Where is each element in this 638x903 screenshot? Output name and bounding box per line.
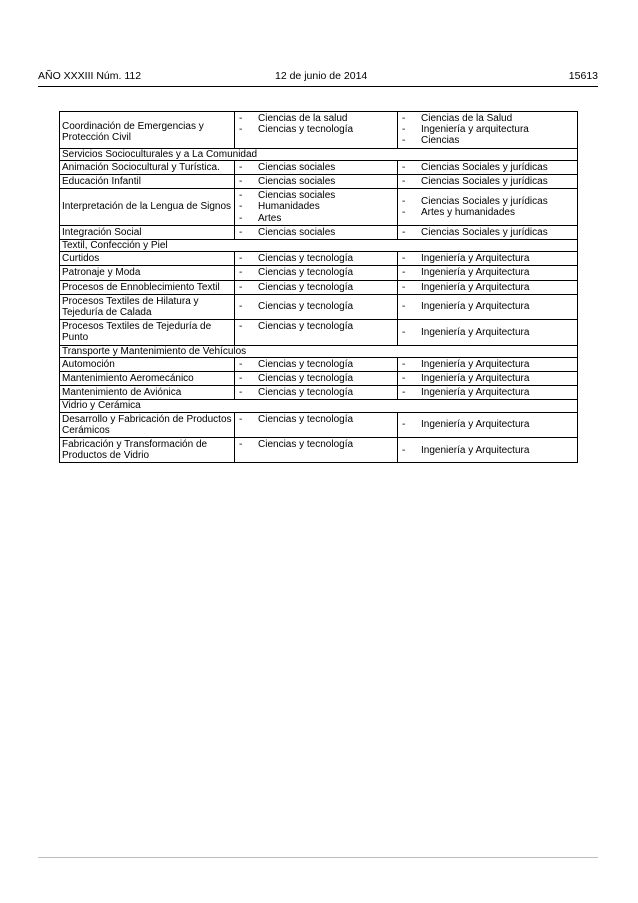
publication-date: 12 de junio de 2014 (275, 70, 368, 82)
ambito-cell (398, 357, 578, 371)
rama-item: - Ciencias y tecnología (237, 301, 395, 312)
rama-item: - Ciencias y tecnología (237, 373, 395, 384)
section-title: Textil, Confección y Piel (60, 240, 578, 252)
ciclo-name: Fabricación y Transformación de Productos de Vidrio (60, 438, 235, 463)
table-body (60, 112, 578, 463)
table-row (60, 320, 578, 345)
rama-cell (235, 294, 398, 319)
rama-cell (235, 175, 398, 189)
ambito-item: - Ciencias Sociales y jurídicas (400, 176, 575, 187)
table-row (60, 357, 578, 371)
ciclo-name: Desarrollo y Fabricación de Productos Cerámicos (60, 412, 235, 437)
table-row (60, 189, 578, 226)
header-divider (38, 86, 598, 87)
table-row (60, 160, 578, 174)
rama-item: - Ciencias y tecnología (237, 439, 395, 450)
rama-cell (235, 189, 398, 226)
ciclo-name: Interpretación de la Lengua de Signos (60, 189, 235, 226)
footer-divider (38, 857, 598, 858)
table-row (60, 252, 578, 266)
rama-item: - Ciencias de la salud (237, 113, 395, 124)
ambito-item: - Ciencias Sociales y jurídicas (400, 196, 575, 207)
ciclo-name: Integración Social (60, 225, 235, 239)
section-row (60, 240, 578, 252)
table-row (60, 372, 578, 386)
section-title: Vidrio y Cerámica (60, 400, 578, 412)
table-row (60, 225, 578, 239)
table-row (60, 386, 578, 400)
rama-cell (235, 112, 398, 149)
table-row (60, 175, 578, 189)
ciclo-name: Procesos Textiles de Hilatura y Tejeduría de Calada (60, 294, 235, 319)
ambito-item: - Ingeniería y Arquitectura (400, 327, 575, 338)
ambito-cell (398, 280, 578, 294)
rama-cell (235, 280, 398, 294)
table-row (60, 266, 578, 280)
ciclo-name: Animación Sociocultural y Turística. (60, 160, 235, 174)
rama-cell (235, 160, 398, 174)
ambito-cell (398, 175, 578, 189)
ambito-cell (398, 160, 578, 174)
section-title: Servicios Socioculturales y a La Comunidad (60, 148, 578, 160)
table-row (60, 112, 578, 149)
ambito-item: - Ingeniería y Arquitectura (400, 267, 575, 278)
rama-item: - Ciencias y tecnología (237, 282, 395, 293)
rama-item: - Ciencias y tecnología (237, 387, 395, 398)
section-row (60, 345, 578, 357)
ambito-item: - Artes y humanidades (400, 207, 575, 218)
section-row (60, 400, 578, 412)
rama-cell (235, 357, 398, 371)
ambito-item: - Ingeniería y Arquitectura (400, 282, 575, 293)
section-row (60, 148, 578, 160)
ambito-item: - Ingeniería y Arquitectura (400, 387, 575, 398)
rama-cell (235, 372, 398, 386)
ambito-cell (398, 189, 578, 226)
ambito-cell (398, 438, 578, 463)
correspondence-table (59, 111, 578, 463)
page-header (38, 70, 598, 86)
rama-item: - Humanidades (237, 201, 395, 212)
ciclo-name: Mantenimiento Aeromecánico (60, 372, 235, 386)
rama-item: - Ciencias sociales (237, 190, 395, 201)
issue-number: AÑO XXXIII Núm. 112 (38, 70, 142, 82)
ambito-item: - Ciencias de la Salud (400, 113, 575, 124)
ambito-cell (398, 266, 578, 280)
ambito-item: - Ciencias (400, 135, 575, 146)
rama-item: - Ciencias y tecnología (237, 359, 395, 370)
ciclo-name: Mantenimiento de Aviónica (60, 386, 235, 400)
rama-item: - Artes (237, 213, 395, 224)
ambito-item: - Ingeniería y Arquitectura (400, 301, 575, 312)
ambito-item: - Ingeniería y Arquitectura (400, 373, 575, 384)
ambito-cell (398, 372, 578, 386)
ciclo-name: Automoción (60, 357, 235, 371)
page-number: 15613 (568, 70, 598, 82)
rama-cell (235, 412, 398, 437)
section-title: Transporte y Mantenimiento de Vehículos (60, 345, 578, 357)
rama-item: - Ciencias y tecnología (237, 414, 395, 425)
ambito-cell (398, 225, 578, 239)
ambito-cell (398, 294, 578, 319)
rama-item: - Ciencias sociales (237, 176, 395, 187)
table-row (60, 294, 578, 319)
ciclo-name: Curtidos (60, 252, 235, 266)
rama-cell (235, 266, 398, 280)
ambito-item: - Ingeniería y Arquitectura (400, 445, 575, 456)
ambito-item: - Ciencias Sociales y jurídicas (400, 227, 575, 238)
rama-item: - Ciencias y tecnología (237, 124, 395, 135)
ambito-cell (398, 320, 578, 345)
rama-cell (235, 320, 398, 345)
ciclo-name: Patronaje y Moda (60, 266, 235, 280)
rama-item: - Ciencias sociales (237, 162, 395, 173)
ambito-cell (398, 412, 578, 437)
rama-cell (235, 225, 398, 239)
ambito-item: - Ciencias Sociales y jurídicas (400, 162, 575, 173)
ambito-item: - Ingeniería y arquitectura (400, 124, 575, 135)
ambito-item: - Ingeniería y Arquitectura (400, 359, 575, 370)
ambito-cell (398, 252, 578, 266)
rama-item: - Ciencias y tecnología (237, 267, 395, 278)
ciclo-name: Procesos Textiles de Tejeduría de Punto (60, 320, 235, 345)
rama-item: - Ciencias y tecnología (237, 321, 395, 332)
ambito-item: - Ingeniería y Arquitectura (400, 253, 575, 264)
ciclo-name: Procesos de Ennoblecimiento Textil (60, 280, 235, 294)
rama-cell (235, 438, 398, 463)
ambito-item: - Ingeniería y Arquitectura (400, 419, 575, 430)
table-row (60, 280, 578, 294)
ambito-cell (398, 112, 578, 149)
ciclo-name: Coordinación de Emergencias y Protección Civil (60, 112, 235, 149)
ambito-cell (398, 386, 578, 400)
rama-item: - Ciencias y tecnología (237, 253, 395, 264)
rama-item: - Ciencias sociales (237, 227, 395, 238)
table-row (60, 412, 578, 437)
table-row (60, 438, 578, 463)
rama-cell (235, 386, 398, 400)
rama-cell (235, 252, 398, 266)
ciclo-name: Educación Infantil (60, 175, 235, 189)
